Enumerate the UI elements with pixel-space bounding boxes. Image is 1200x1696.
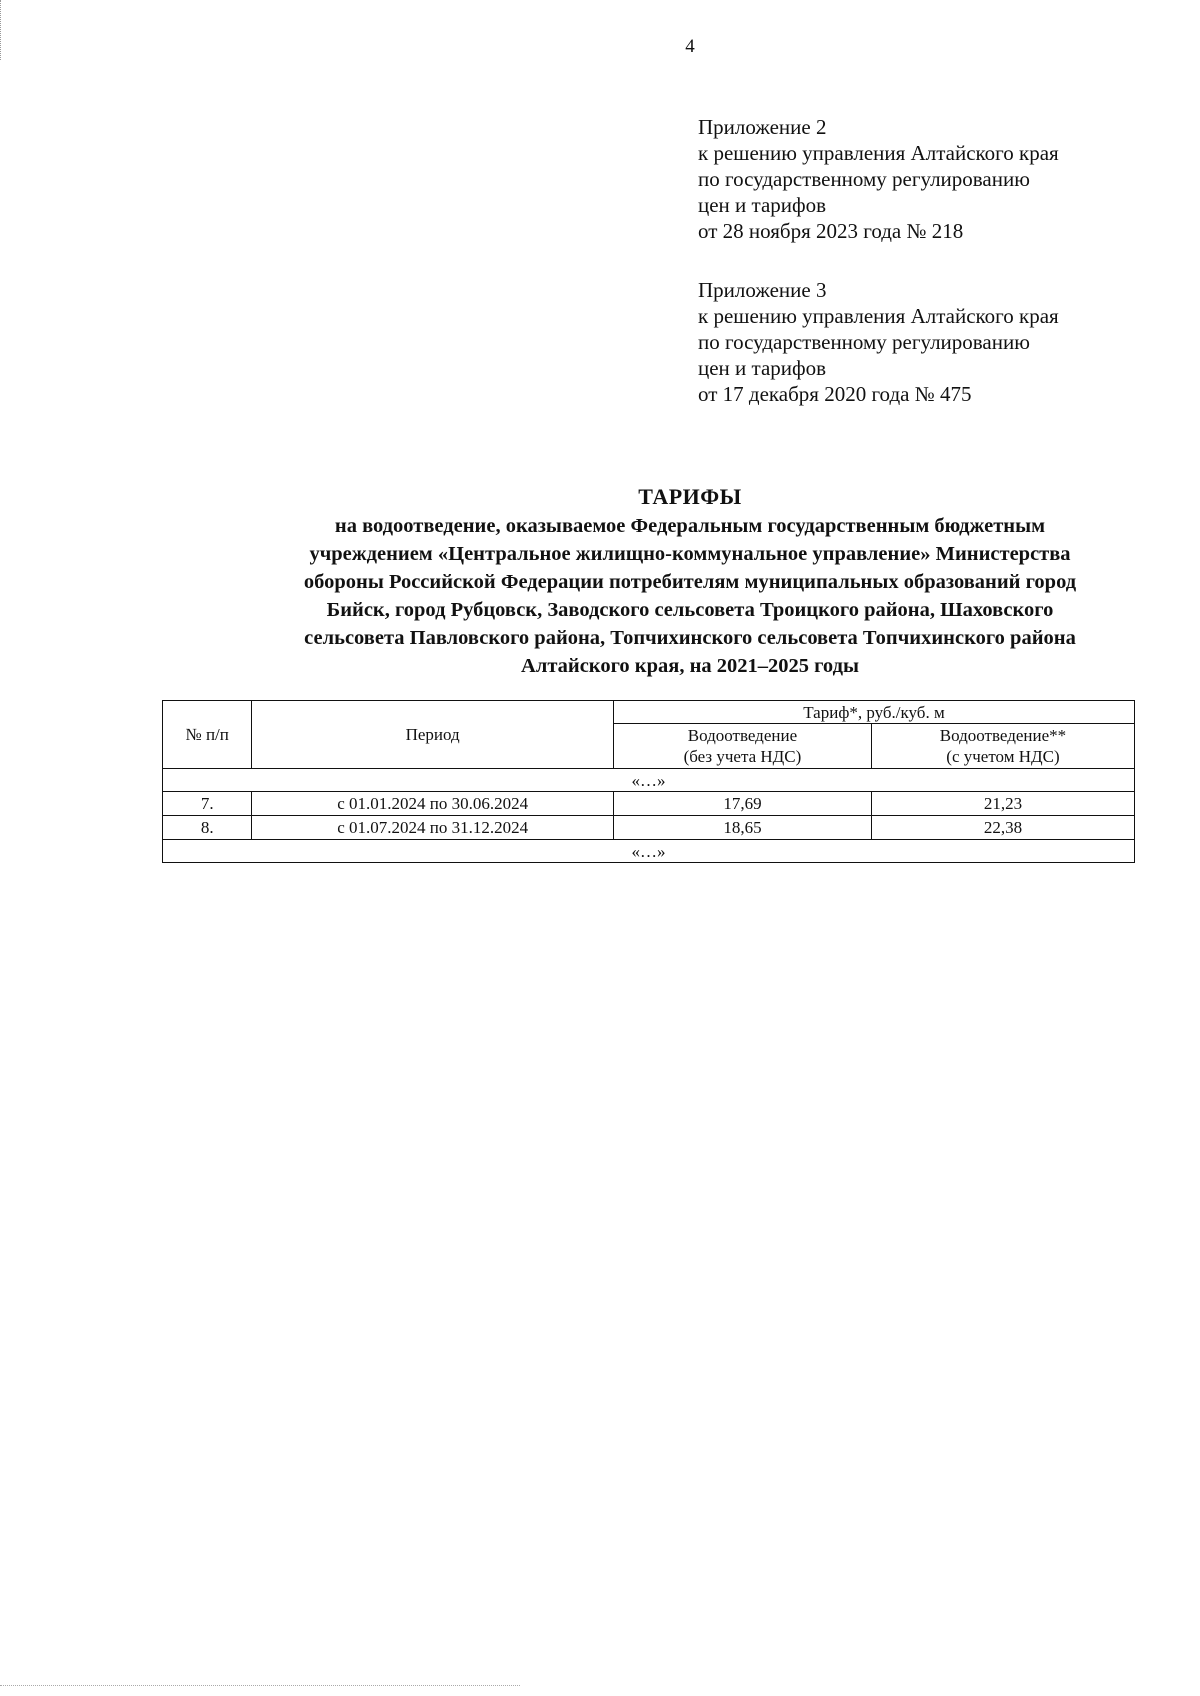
header-col-a-line2: (без учета НДС) xyxy=(683,747,802,766)
appendix-2-line: по государственному регулированию xyxy=(698,167,1030,191)
row-period: с 01.01.2024 по 30.06.2024 xyxy=(252,792,614,816)
header-num: № п/п xyxy=(163,701,252,769)
appendix-3-block xyxy=(698,277,1059,407)
header-col-b-line2: (с учетом НДС) xyxy=(946,747,1060,766)
appendix-2-line: цен и тарифов xyxy=(698,193,827,217)
appendix-3-line: цен и тарифов xyxy=(698,356,827,380)
tariffs-table xyxy=(162,700,1135,863)
appendix-2-line: от 28 ноября 2023 года № 218 xyxy=(698,219,964,243)
document-title: ТАРИФЫ xyxy=(638,484,742,509)
subtitle-line: сельсовета Павловского района, Топчихинского сельсовета Топчихинского района xyxy=(304,627,1076,649)
table-row-ellipsis-top xyxy=(163,769,1135,792)
subtitle-line: учреждением «Центральное жилищно-коммунальное управление» Министерства xyxy=(309,543,1071,565)
row-value-a: 18,65 xyxy=(613,816,871,840)
table-row-ellipsis-bottom xyxy=(163,840,1135,863)
ellipsis-cell: «…» xyxy=(163,840,1135,863)
row-value-a: 17,69 xyxy=(613,792,871,816)
appendix-2-line: Приложение 2 xyxy=(698,115,827,139)
subtitle-line: обороны Российской Федерации потребителям муниципальных образований город xyxy=(303,571,1077,593)
header-period: Период xyxy=(252,701,614,769)
appendix-3-line: к решению управления Алтайского края xyxy=(698,304,1059,328)
row-period: с 01.07.2024 по 31.12.2024 xyxy=(252,816,614,840)
row-value-b: 21,23 xyxy=(871,792,1134,816)
ellipsis-cell: «…» xyxy=(163,769,1135,792)
document-subtitle xyxy=(170,512,1200,680)
header-col-a xyxy=(613,724,871,769)
row-value-b: 22,38 xyxy=(871,816,1134,840)
header-col-a-line1: Водоотведение xyxy=(687,726,798,745)
appendix-3-line: от 17 декабря 2020 года № 475 xyxy=(698,382,972,406)
appendix-2-line: к решению управления Алтайского края xyxy=(698,141,1059,165)
subtitle-line: Бийск, город Рубцовск, Заводского сельсовета Троицкого района, Шаховского xyxy=(326,599,1054,621)
appendix-3-line: по государственному регулированию xyxy=(698,330,1030,354)
subtitle-line: на водоотведение, оказываемое Федеральным государственным бюджетным xyxy=(334,515,1046,537)
table-row xyxy=(163,792,1135,816)
header-col-b xyxy=(871,724,1134,769)
row-num: 8. xyxy=(163,816,252,840)
subtitle-line: Алтайского края, на 2021–2025 годы xyxy=(521,655,859,677)
appendix-3-line: Приложение 3 xyxy=(698,278,827,302)
header-tariff-group: Тариф*, руб./куб. м xyxy=(613,701,1134,724)
appendix-2-block xyxy=(698,114,1059,244)
table-header-row xyxy=(163,701,1135,724)
header-col-b-line1: Водоотведение** xyxy=(939,726,1067,745)
page-number: 4 xyxy=(685,36,695,57)
row-num: 7. xyxy=(163,792,252,816)
scan-footer-mark xyxy=(0,1685,520,1686)
table-row xyxy=(163,816,1135,840)
